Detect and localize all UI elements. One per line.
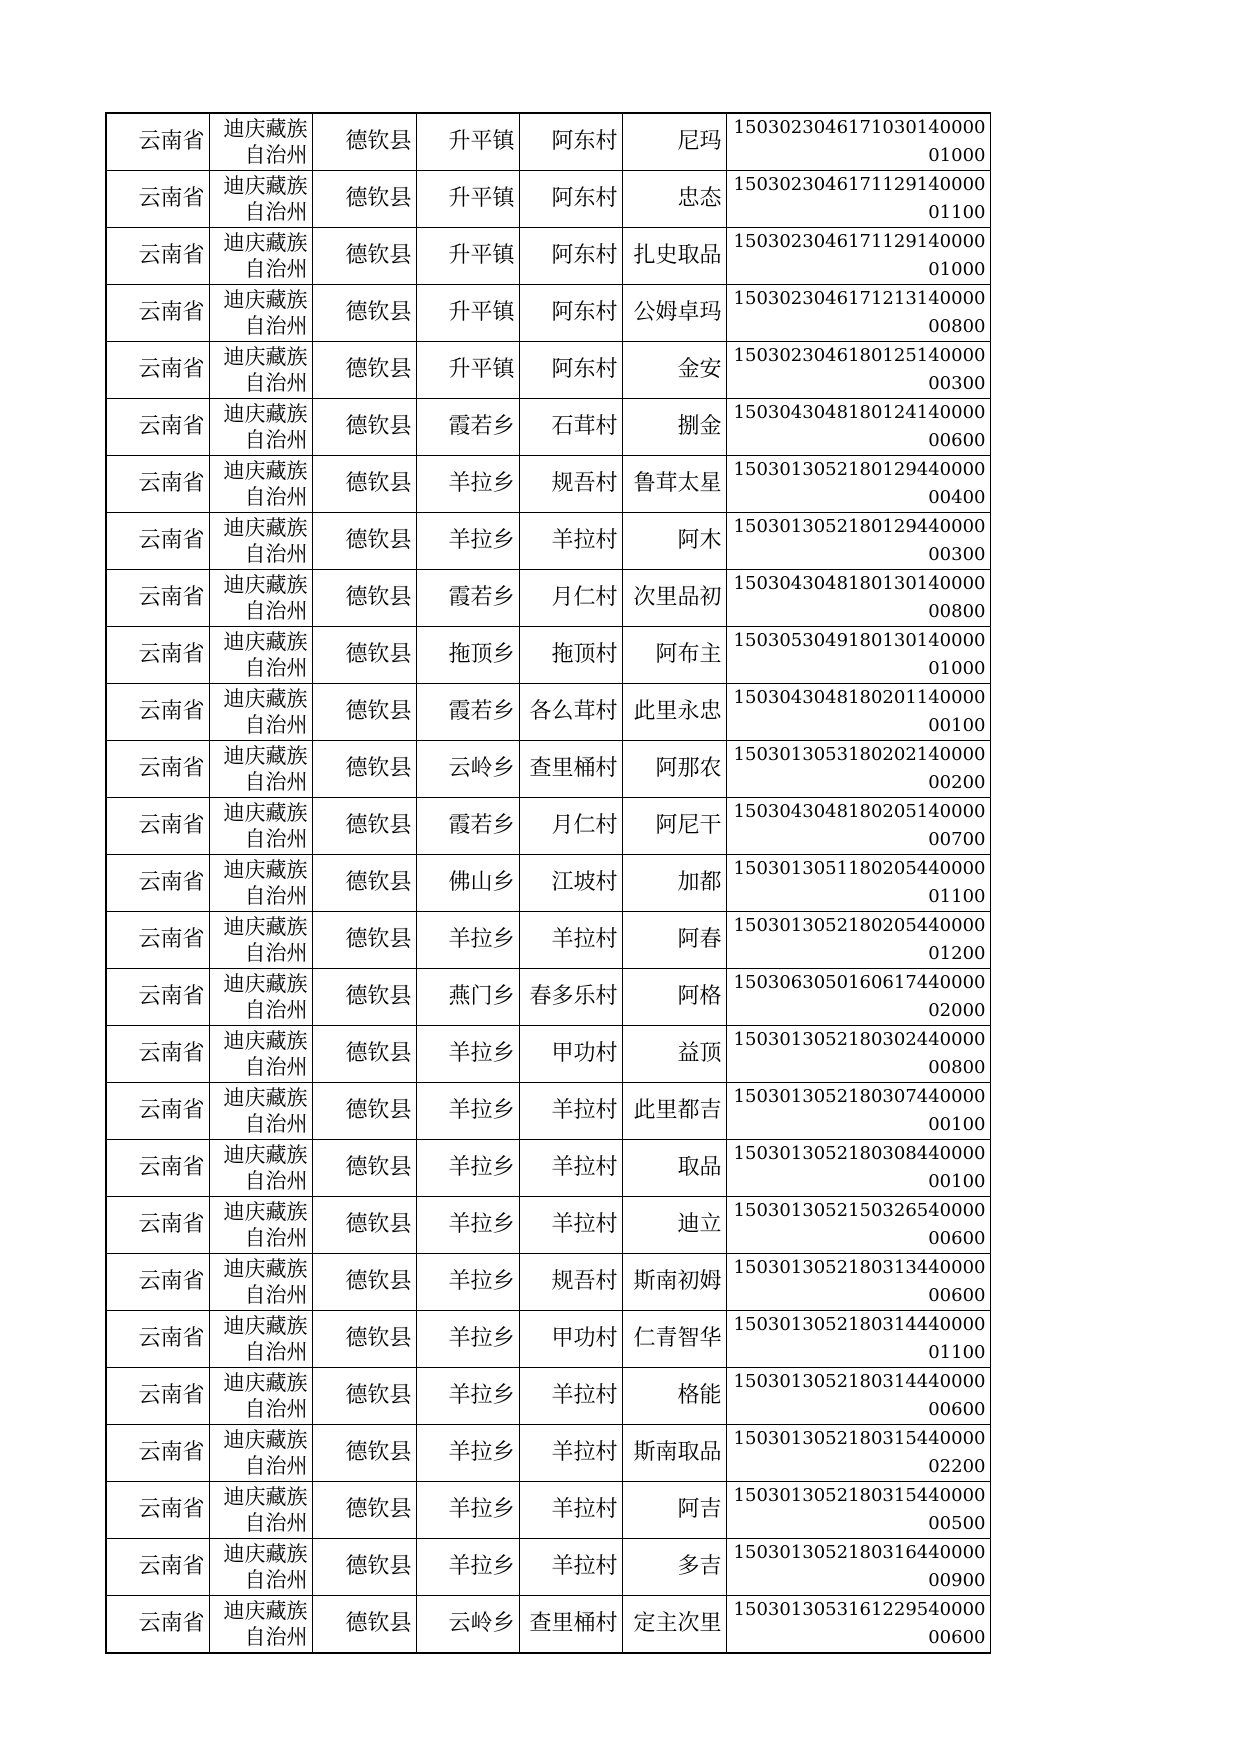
name-cell: 斯南取品 [622,1425,726,1482]
village-cell: 羊拉村 [519,1140,622,1197]
name-cell: 仁青智华 [622,1311,726,1368]
county-cell: 德钦县 [312,1140,416,1197]
table-row [106,513,990,570]
province-cell: 云南省 [106,1197,209,1254]
township-cell: 羊拉乡 [416,912,519,969]
province-cell: 云南省 [106,1083,209,1140]
township-cell: 羊拉乡 [416,513,519,570]
name-cell: 阿木 [622,513,726,570]
id-number-cell: 150301305218030244000000800 [726,1026,990,1083]
table-row [106,741,990,798]
township-cell: 羊拉乡 [416,1482,519,1539]
name-cell: 忠态 [622,171,726,228]
township-cell: 升平镇 [416,342,519,399]
village-cell: 拖顶村 [519,627,622,684]
name-cell: 鲁茸太星 [622,456,726,513]
table-row [106,285,990,342]
county-cell: 德钦县 [312,513,416,570]
province-cell: 云南省 [106,741,209,798]
county-cell: 德钦县 [312,969,416,1026]
name-cell: 加都 [622,855,726,912]
records-table-body [106,113,990,1653]
table-row [106,1140,990,1197]
county-cell: 德钦县 [312,627,416,684]
name-cell: 阿布主 [622,627,726,684]
province-cell: 云南省 [106,1368,209,1425]
township-cell: 羊拉乡 [416,1254,519,1311]
province-cell: 云南省 [106,1254,209,1311]
name-cell: 斯南初姆 [622,1254,726,1311]
village-cell: 甲功村 [519,1311,622,1368]
prefecture-cell: 迪庆藏族自治州 [209,912,312,969]
table-row [106,1254,990,1311]
county-cell: 德钦县 [312,912,416,969]
township-cell: 云岭乡 [416,741,519,798]
province-cell: 云南省 [106,1482,209,1539]
village-cell: 阿东村 [519,342,622,399]
village-cell: 月仁村 [519,798,622,855]
name-cell: 阿春 [622,912,726,969]
township-cell: 羊拉乡 [416,456,519,513]
village-cell: 羊拉村 [519,1197,622,1254]
village-cell: 阿东村 [519,228,622,285]
records-table [105,112,991,1654]
village-cell: 羊拉村 [519,1368,622,1425]
township-cell: 升平镇 [416,113,519,171]
village-cell: 羊拉村 [519,912,622,969]
village-cell: 江坡村 [519,855,622,912]
prefecture-cell: 迪庆藏族自治州 [209,171,312,228]
id-number-cell: 150304304818020114000000100 [726,684,990,741]
township-cell: 羊拉乡 [416,1140,519,1197]
village-cell: 查里桶村 [519,1596,622,1654]
name-cell: 格能 [622,1368,726,1425]
township-cell: 羊拉乡 [416,1311,519,1368]
table-row [106,570,990,627]
table-row [106,798,990,855]
prefecture-cell: 迪庆藏族自治州 [209,399,312,456]
county-cell: 德钦县 [312,570,416,627]
township-cell: 羊拉乡 [416,1539,519,1596]
township-cell: 拖顶乡 [416,627,519,684]
prefecture-cell: 迪庆藏族自治州 [209,684,312,741]
name-cell: 捌金 [622,399,726,456]
table-row [106,627,990,684]
table-row [106,1026,990,1083]
township-cell: 霞若乡 [416,570,519,627]
name-cell: 迪立 [622,1197,726,1254]
name-cell: 益顶 [622,1026,726,1083]
name-cell: 阿尼干 [622,798,726,855]
county-cell: 德钦县 [312,1311,416,1368]
county-cell: 德钦县 [312,684,416,741]
village-cell: 阿东村 [519,285,622,342]
table-row [106,228,990,285]
province-cell: 云南省 [106,399,209,456]
id-number-cell: 150301305218012944000000400 [726,456,990,513]
id-number-cell: 150301305218030844000000100 [726,1140,990,1197]
township-cell: 霞若乡 [416,684,519,741]
prefecture-cell: 迪庆藏族自治州 [209,1596,312,1654]
village-cell: 规吾村 [519,1254,622,1311]
village-cell: 羊拉村 [519,1425,622,1482]
county-cell: 德钦县 [312,399,416,456]
village-cell: 羊拉村 [519,1482,622,1539]
village-cell: 规吾村 [519,456,622,513]
prefecture-cell: 迪庆藏族自治州 [209,798,312,855]
village-cell: 石茸村 [519,399,622,456]
county-cell: 德钦县 [312,1083,416,1140]
province-cell: 云南省 [106,1596,209,1654]
name-cell: 尼玛 [622,113,726,171]
township-cell: 霞若乡 [416,399,519,456]
province-cell: 云南省 [106,684,209,741]
province-cell: 云南省 [106,342,209,399]
id-number-cell: 150302304617112914000001000 [726,228,990,285]
county-cell: 德钦县 [312,1482,416,1539]
province-cell: 云南省 [106,1425,209,1482]
id-number-cell: 150302304617121314000000800 [726,285,990,342]
province-cell: 云南省 [106,1140,209,1197]
province-cell: 云南省 [106,171,209,228]
prefecture-cell: 迪庆藏族自治州 [209,969,312,1026]
county-cell: 德钦县 [312,741,416,798]
province-cell: 云南省 [106,798,209,855]
county-cell: 德钦县 [312,1425,416,1482]
id-number-cell: 150301305218031344000000600 [726,1254,990,1311]
prefecture-cell: 迪庆藏族自治州 [209,1311,312,1368]
prefecture-cell: 迪庆藏族自治州 [209,1368,312,1425]
id-number-cell: 150301305118020544000001100 [726,855,990,912]
county-cell: 德钦县 [312,1197,416,1254]
county-cell: 德钦县 [312,285,416,342]
village-cell: 阿东村 [519,171,622,228]
id-number-cell: 150306305016061744000002000 [726,969,990,1026]
township-cell: 云岭乡 [416,1596,519,1654]
village-cell: 甲功村 [519,1026,622,1083]
name-cell: 阿那农 [622,741,726,798]
table-row [106,456,990,513]
township-cell: 升平镇 [416,171,519,228]
id-number-cell: 150302304617103014000001000 [726,113,990,171]
township-cell: 霞若乡 [416,798,519,855]
province-cell: 云南省 [106,627,209,684]
township-cell: 羊拉乡 [416,1026,519,1083]
id-number-cell: 150302304618012514000000300 [726,342,990,399]
id-number-cell: 150304304818020514000000700 [726,798,990,855]
prefecture-cell: 迪庆藏族自治州 [209,342,312,399]
county-cell: 德钦县 [312,1254,416,1311]
county-cell: 德钦县 [312,798,416,855]
county-cell: 德钦县 [312,228,416,285]
table-row [106,1425,990,1482]
table-row [106,912,990,969]
table-row [106,1368,990,1425]
id-number-cell: 150301305218031544000000500 [726,1482,990,1539]
province-cell: 云南省 [106,912,209,969]
province-cell: 云南省 [106,570,209,627]
table-row [106,684,990,741]
province-cell: 云南省 [106,228,209,285]
township-cell: 羊拉乡 [416,1197,519,1254]
prefecture-cell: 迪庆藏族自治州 [209,1197,312,1254]
prefecture-cell: 迪庆藏族自治州 [209,513,312,570]
id-number-cell: 150305304918013014000001000 [726,627,990,684]
table-row [106,399,990,456]
county-cell: 德钦县 [312,855,416,912]
province-cell: 云南省 [106,969,209,1026]
county-cell: 德钦县 [312,1026,416,1083]
name-cell: 阿格 [622,969,726,1026]
id-number-cell: 150301305218031444000000600 [726,1368,990,1425]
township-cell: 燕门乡 [416,969,519,1026]
province-cell: 云南省 [106,285,209,342]
table-row [106,1197,990,1254]
name-cell: 取品 [622,1140,726,1197]
prefecture-cell: 迪庆藏族自治州 [209,1083,312,1140]
table-row [106,1083,990,1140]
prefecture-cell: 迪庆藏族自治州 [209,228,312,285]
name-cell: 扎史取品 [622,228,726,285]
prefecture-cell: 迪庆藏族自治州 [209,1539,312,1596]
province-cell: 云南省 [106,113,209,171]
village-cell: 羊拉村 [519,513,622,570]
village-cell: 月仁村 [519,570,622,627]
township-cell: 羊拉乡 [416,1083,519,1140]
prefecture-cell: 迪庆藏族自治州 [209,113,312,171]
township-cell: 佛山乡 [416,855,519,912]
prefecture-cell: 迪庆藏族自治州 [209,570,312,627]
township-cell: 升平镇 [416,285,519,342]
prefecture-cell: 迪庆藏族自治州 [209,627,312,684]
name-cell: 定主次里 [622,1596,726,1654]
prefecture-cell: 迪庆藏族自治州 [209,1026,312,1083]
village-cell: 羊拉村 [519,1539,622,1596]
prefecture-cell: 迪庆藏族自治州 [209,1425,312,1482]
prefecture-cell: 迪庆藏族自治州 [209,456,312,513]
name-cell: 此里永忠 [622,684,726,741]
prefecture-cell: 迪庆藏族自治州 [209,1140,312,1197]
province-cell: 云南省 [106,1311,209,1368]
name-cell: 此里都吉 [622,1083,726,1140]
province-cell: 云南省 [106,513,209,570]
id-number-cell: 150304304818013014000000800 [726,570,990,627]
village-cell: 各么茸村 [519,684,622,741]
id-number-cell: 150301305218020544000001200 [726,912,990,969]
township-cell: 升平镇 [416,228,519,285]
county-cell: 德钦县 [312,342,416,399]
table-row [106,1482,990,1539]
id-number-cell: 150301305218030744000000100 [726,1083,990,1140]
township-cell: 羊拉乡 [416,1368,519,1425]
table-row [106,1596,990,1654]
prefecture-cell: 迪庆藏族自治州 [209,285,312,342]
table-row [106,1539,990,1596]
table-row [106,855,990,912]
county-cell: 德钦县 [312,456,416,513]
id-number-cell: 150301305318020214000000200 [726,741,990,798]
name-cell: 公姆卓玛 [622,285,726,342]
table-row [106,1311,990,1368]
id-number-cell: 150301305316122954000000600 [726,1596,990,1654]
table-row [106,969,990,1026]
prefecture-cell: 迪庆藏族自治州 [209,855,312,912]
village-cell: 查里桶村 [519,741,622,798]
province-cell: 云南省 [106,1539,209,1596]
name-cell: 阿吉 [622,1482,726,1539]
name-cell: 次里品初 [622,570,726,627]
table-row [106,113,990,171]
prefecture-cell: 迪庆藏族自治州 [209,1254,312,1311]
county-cell: 德钦县 [312,171,416,228]
name-cell: 金安 [622,342,726,399]
id-number-cell: 150301305215032654000000600 [726,1197,990,1254]
id-number-cell: 150301305218031444000001100 [726,1311,990,1368]
prefecture-cell: 迪庆藏族自治州 [209,1482,312,1539]
id-number-cell: 150301305218012944000000300 [726,513,990,570]
id-number-cell: 150301305218031644000000900 [726,1539,990,1596]
village-cell: 春多乐村 [519,969,622,1026]
prefecture-cell: 迪庆藏族自治州 [209,741,312,798]
id-number-cell: 150301305218031544000002200 [726,1425,990,1482]
county-cell: 德钦县 [312,1539,416,1596]
table-row [106,342,990,399]
village-cell: 阿东村 [519,113,622,171]
province-cell: 云南省 [106,456,209,513]
county-cell: 德钦县 [312,1596,416,1654]
village-cell: 羊拉村 [519,1083,622,1140]
id-number-cell: 150302304617112914000001100 [726,171,990,228]
table-row [106,171,990,228]
id-number-cell: 150304304818012414000000600 [726,399,990,456]
province-cell: 云南省 [106,855,209,912]
name-cell: 多吉 [622,1539,726,1596]
county-cell: 德钦县 [312,1368,416,1425]
county-cell: 德钦县 [312,113,416,171]
township-cell: 羊拉乡 [416,1425,519,1482]
province-cell: 云南省 [106,1026,209,1083]
